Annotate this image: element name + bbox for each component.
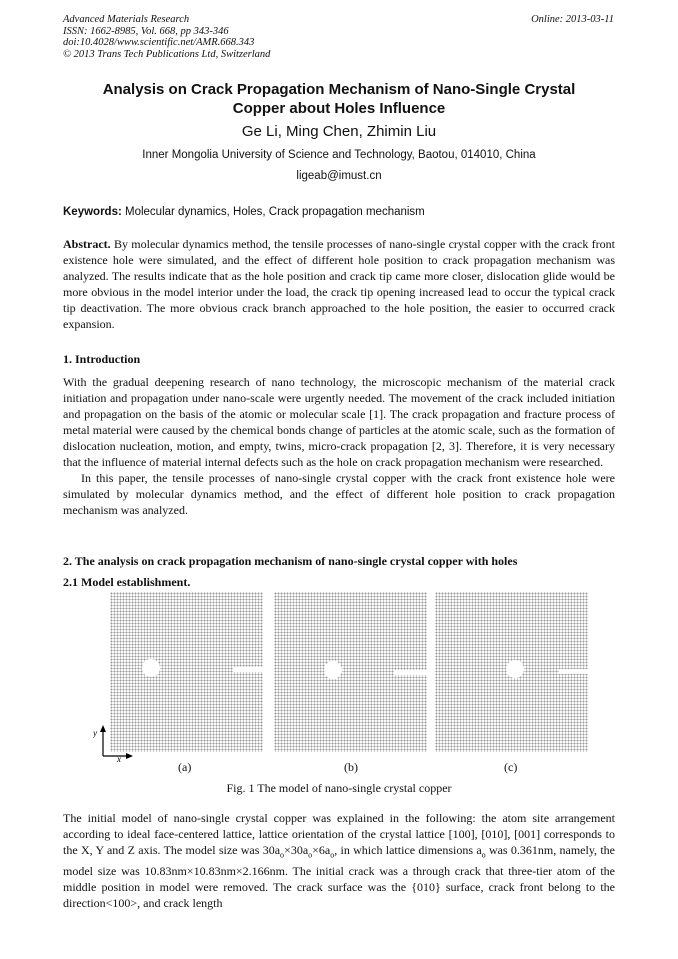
abstract bbox=[63, 236, 615, 332]
crack bbox=[559, 669, 588, 674]
y-axis-arrow bbox=[100, 725, 106, 732]
section-heading-2: 2. The analysis on crack propagation mechanism of nano-single crystal copper with holes bbox=[63, 554, 518, 568]
paper-title bbox=[63, 80, 615, 118]
introduction-body bbox=[63, 374, 615, 518]
model-text-2: ×30a bbox=[284, 843, 309, 857]
model-panel-b bbox=[274, 592, 427, 752]
keywords-text: Molecular dynamics, Holes, Crack propagation mechanism bbox=[125, 206, 425, 218]
panel-label-b: (b) bbox=[344, 760, 358, 774]
crack bbox=[233, 667, 263, 672]
journal-name: Advanced Materials Research bbox=[63, 14, 190, 25]
title-line-2: Copper about Holes Influence bbox=[232, 100, 446, 117]
panel-label-c: (c) bbox=[504, 760, 518, 774]
keywords-label: Keywords: bbox=[63, 206, 122, 218]
copyright-line: © 2013 Trans Tech Publications Ltd, Switzerland bbox=[63, 48, 271, 60]
section-heading-introduction: 1. Introduction bbox=[63, 352, 141, 366]
model-text-3: ×6a bbox=[312, 843, 331, 857]
authors: Ge Li, Ming Chen, Zhimin Liu bbox=[241, 123, 437, 140]
abstract-text: By molecular dynamics method, the tensile processes of nano-single crystal copper with the crack front existence hole were simulated, and the effect of different hole position to crack propagation mechanism was analyzed. The results indicate that as the hole position and crack tip came more closer, dislocation glide would be more obvious in the model interior under the load, the crack tip opening increased lead to occur the typical crack tip deactivation. The more obvious crack branch approached to the hole position, the easier to occurred crack expansion. bbox=[63, 237, 615, 331]
introduction-paragraph-2: In this paper, the tensile processes of nano-single crystal copper with the crack front existence hole were simulated by molecular dynamics method, and the effect of different hole position to crack propagation mechanism was analyzed. bbox=[63, 471, 615, 517]
subscript: o bbox=[481, 850, 486, 860]
hole bbox=[324, 661, 342, 679]
introduction-paragraph-1: With the gradual deepening research of nano technology, the microscopic mechanism of the material crack initiation and propagation under nano-scale were urgently needed. The movement of the crack included initiation and propagation on the basis of the atomic or molecular scale [1]. The crack propagation and fracture process of metal material were caused by the chemical bonds change of particles at the atomic scale, such as the formation of dislocation nucleation, motion, and empty, twins, micro-crack propagation [2, 3]. Therefore, it is very necessary that the influence of material internal defects such as the hole on crack propagation mechanism were researched. bbox=[63, 375, 615, 469]
journal-header bbox=[63, 14, 270, 60]
keywords bbox=[63, 206, 615, 218]
affiliation: Inner Mongolia University of Science and Technology, Baotou, 014010, China bbox=[142, 149, 536, 161]
model-text-4: , in which lattice dimensions a bbox=[334, 843, 482, 857]
abstract-label: Abstract. bbox=[63, 237, 111, 251]
model-text-1: The initial model of nano-single crystal copper was explained in the following: the atom site arrangement according to ideal face-centered lattice, lattice orientation of the crystal lattice [100], [010], [001] corresponds to the X, Y and Z axis. The model size was 30a bbox=[63, 811, 615, 857]
title-line-1: Analysis on Crack Propagation Mechanism of Nano-Single Crystal bbox=[102, 81, 576, 98]
model-panel-c bbox=[435, 592, 588, 752]
email: ligeab@imust.cn bbox=[296, 170, 382, 182]
model-description bbox=[63, 810, 615, 911]
doi-line: doi:10.4028/www.scientific.net/AMR.668.343 bbox=[63, 37, 255, 48]
y-axis-label: y bbox=[93, 728, 97, 738]
figure-1 bbox=[63, 592, 615, 772]
subsection-heading-2-1: 2.1 Model establishment. bbox=[63, 575, 191, 589]
online-date: Online: 2013-03-11 bbox=[531, 14, 614, 25]
coordinate-axes bbox=[93, 722, 133, 762]
x-axis-arrow bbox=[126, 753, 133, 759]
crack bbox=[394, 670, 427, 675]
hole bbox=[506, 660, 524, 678]
model-text-5: was 0.361nm, namely, the model size was 10.83nm×10.83nm×2.166nm. The initial crack was a through crack that three-tier atom of the middle position in model were removed. The crack surface was the {010} surface, crack front belong to the direction<100>, and crack length bbox=[63, 843, 616, 911]
figure-caption: Fig. 1 The model of nano-single crystal copper bbox=[226, 781, 452, 795]
subscript: o bbox=[308, 850, 313, 860]
panel-label-a: (a) bbox=[178, 760, 192, 774]
hole bbox=[142, 659, 160, 677]
subscript: o bbox=[330, 850, 335, 860]
x-axis-label: x bbox=[117, 754, 121, 762]
subscript: o bbox=[280, 850, 285, 860]
issn-line: ISSN: 1662-8985, Vol. 668, pp 343-346 bbox=[63, 25, 229, 37]
